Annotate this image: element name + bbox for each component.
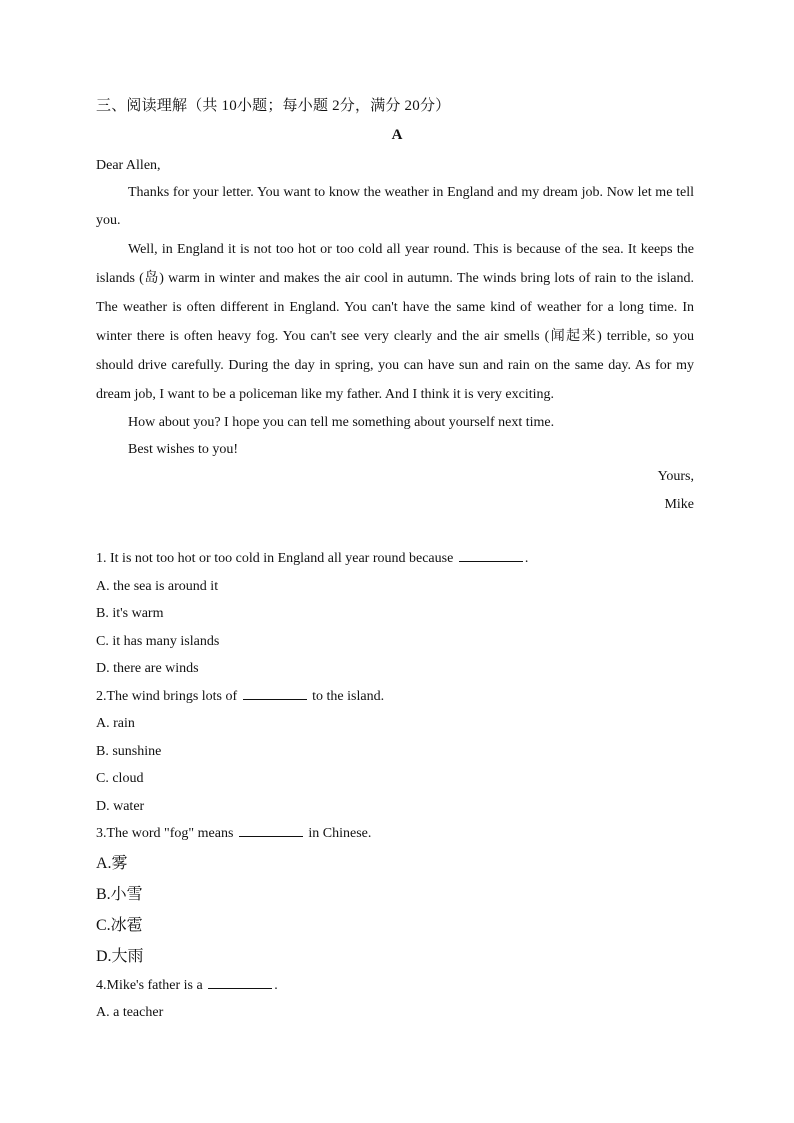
question-stem xyxy=(96,820,696,848)
letter xyxy=(96,152,694,519)
answer-option: A. a teacher xyxy=(96,1005,164,1020)
question-text: in Chinese. xyxy=(308,826,372,841)
answer-option: C. it has many islands xyxy=(96,633,220,649)
passage-label: A xyxy=(391,127,403,143)
answer-option: B. it's warm xyxy=(96,606,164,621)
question-stem xyxy=(96,972,696,1000)
letter-paragraph: Well, in England it is not too hot or too cold all year round. This is because of the sea. It keeps the islands (岛) warm in winter and makes the air cool in autumn. The winds bring lots of rain to the island. The weather is often different in England. You can't have the same kind of weather for a long time. In winter there is often heavy fog. You can't see very clearly and the air smells (闻起来) terrible, so you should drive carefully. During the day in spring, you can have sun and rain on the same day. As for my dream job, I want to be a policeman like my father. And I think it is very exciting. xyxy=(96,242,694,402)
letter-paragraph: Thanks for your letter. You want to know the weather in England and my dream job. Now let me tell you. xyxy=(96,185,694,228)
question-text: to the island. xyxy=(312,688,385,704)
letter-closing: Yours, xyxy=(657,469,694,484)
section-title: 三、阅读理解（共 10小题；每小题 2分，满分 20分） xyxy=(96,98,451,114)
answer-blank xyxy=(459,560,523,562)
answer-option: C. cloud xyxy=(96,771,144,786)
question-text: 4.Mike's father is a xyxy=(96,977,203,993)
question-list xyxy=(96,545,696,1027)
letter-greeting: Dear Allen, xyxy=(96,158,161,173)
letter-paragraph: How about you? I hope you can tell me something about yourself next time. xyxy=(128,415,555,430)
answer-option: A. the sea is around it xyxy=(96,578,219,594)
question-text: 2.The wind brings lots of xyxy=(96,688,238,704)
answer-blank xyxy=(243,698,307,700)
answer-blank xyxy=(239,835,303,837)
answer-blank xyxy=(208,987,272,989)
question-text: 1. It is not too hot or too cold in England all year round because xyxy=(96,551,454,566)
question-text: 3.The word "fog" means xyxy=(96,826,234,841)
question-text: . xyxy=(274,977,278,993)
question-stem xyxy=(96,545,696,573)
answer-option: D. there are winds xyxy=(96,661,199,676)
answer-option: A.雾 xyxy=(96,854,128,872)
answer-option: A. rain xyxy=(96,716,135,731)
question-text: . xyxy=(524,551,529,566)
question-stem xyxy=(96,683,696,711)
answer-option: B.小雪 xyxy=(96,885,143,903)
letter-paragraph: Best wishes to you! xyxy=(128,442,239,457)
answer-option: B. sunshine xyxy=(96,743,162,759)
answer-option: C.冰雹 xyxy=(96,916,143,934)
answer-option: D. water xyxy=(96,798,145,814)
answer-option: D.大雨 xyxy=(96,947,144,965)
letter-signature: Mike xyxy=(664,497,694,512)
